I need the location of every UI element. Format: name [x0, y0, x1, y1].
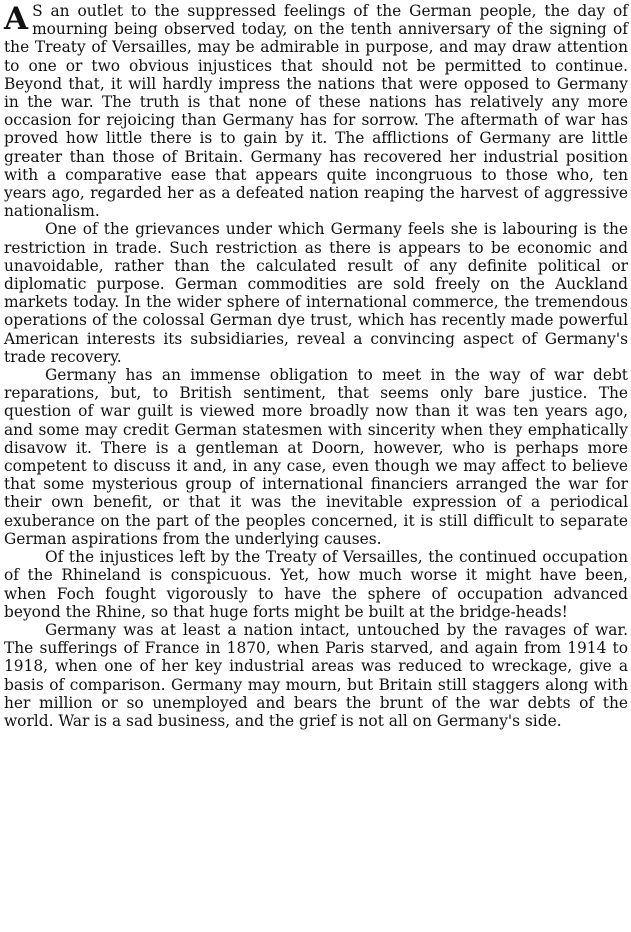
article-paragraph-3: Germany has an immense obligation to meet in the way of war debt reparations, but, to British sentiment, that seems only bare justice. The question of war guilt is viewed more broadly now than it was ten years ago, and some may credit German statesmen with sincerity when they emphatically disavow it. There is a gentleman at Doorn, however, who is perhaps more competent to discuss it and, in any case, even though we may affect to believe that some mysterious group of international financiers arranged the war for their own benefit, or that it was the inevitable expression of a periodical exuberance on the part of the peoples concerned, it is still difficult to separate German aspirations from the underlying causes. — [4, 366, 628, 548]
article-paragraph-1 — [4, 2, 628, 220]
article-paragraph-5: Germany was at least a nation intact, untouched by the ravages of war. The sufferings of France in 1870, when Paris starved, and again from 1914 to 1918, when one of her key industrial areas was reduced to wreckage, give a basis of comparison. Germany may mourn, but Britain still staggers along with her million or so unemployed and bears the brunt of the war debts of the world. War is a sad business, and the grief is not all on Germany's side. — [4, 620, 628, 730]
article-paragraph-4: Of the injustices left by the Treaty of Versailles, the continued occupation of the Rhineland is conspicuous. Yet, how much worse it might have been, when Foch fought vigorously to have the sphere of occupation advanced beyond the Rhine, so that huge forts might be built at the bridge-heads! — [4, 548, 628, 621]
article-paragraph-2: One of the grievances under which Germany feels she is labouring is the restriction in trade. Such restriction as there is appears to be economic and unavoidable, rather than the calculated result of any definite political or diplomatic purpose. German commodities are sold freely on the Auckland markets today. In the wider sphere of international commerce, the tremendous operations of the colossal German dye trust, which has recently made powerful American interests its subsidiaries, reveal a convincing aspect of Germany's trade recovery. — [4, 220, 628, 366]
article-column — [4, 2, 628, 730]
article-paragraph-1-text: S an outlet to the suppressed feelings of the German people, the day of mourning being observed today, on the tenth anniversary of the signing of the Treaty of Versailles, may be admirable in purpose, and may draw attention to one or two obvious injustices that should not be permitted to continue. Beyond that, it will hardly impress the nations that were opposed to Germany in the war. The truth is that none of these nations has relatively any more occasion for rejoicing than Germany has for sorrow. The aftermath of war has proved how little there is to gain by it. The afflictions of Germany are little greater than those of Britain. Germany has recovered her industrial position with a comparative ease that appears quite incongruous to those who, ten years ago, regarded her as a defeated nation reaping the harvest of aggressive nationalism. — [4, 2, 628, 221]
drop-cap: A — [4, 1, 29, 37]
